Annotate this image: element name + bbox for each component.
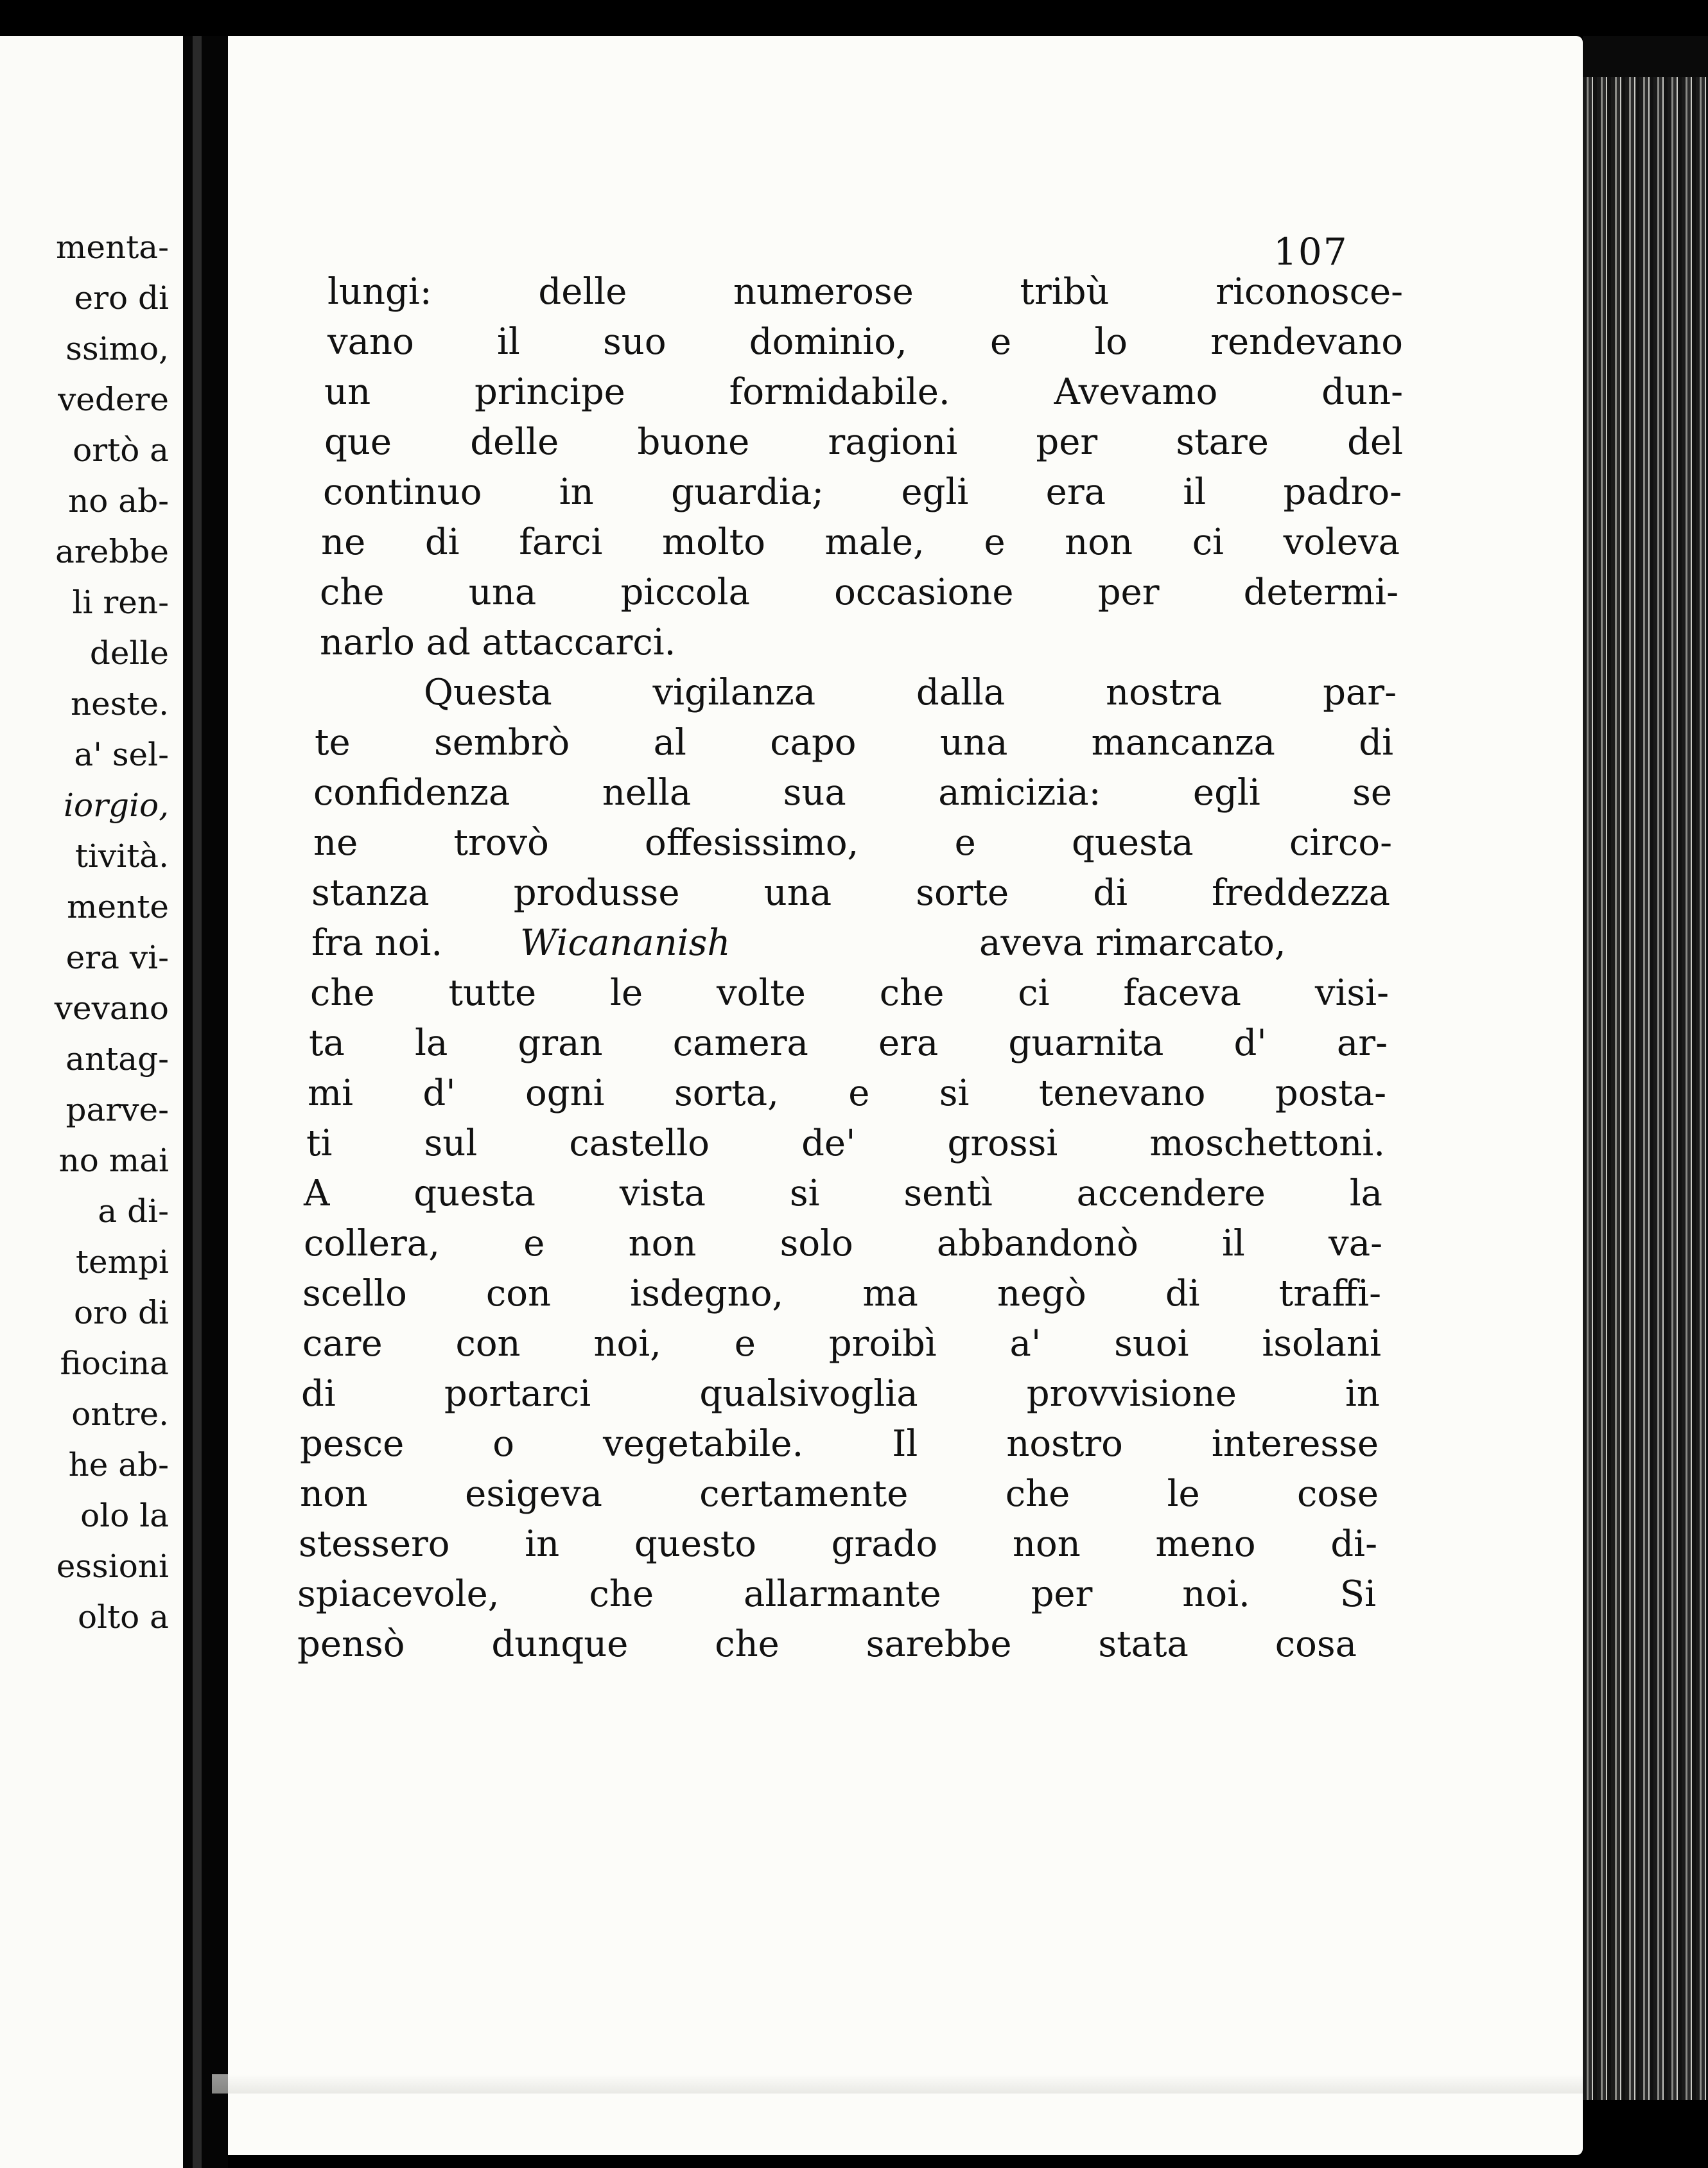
left-page-line: vevano [54,990,169,1027]
text-line: pesce o vegetabile. Il nostro interesse [300,1423,1379,1465]
left-page-line: olo la [80,1497,169,1534]
text-line: fra noi. [311,922,443,964]
text-line: ta la gran camera era guarnita d' ar- [309,1022,1388,1064]
text-line: non esigeva certamente che le cose [300,1473,1379,1515]
left-page-line: oro di [74,1294,169,1331]
page-fore-edge [1583,77,1708,2100]
text-line: un principe formidabile. Avevamo dun- [324,371,1403,413]
page-number: 107 [1273,230,1348,274]
text-line: continuo in guardia; egli era il padro- [323,471,1402,513]
left-page-fragment [0,36,183,2168]
text-line: aveva rimarcato, [979,922,1286,964]
text-line: mi d' ogni sorta, e si tenevano posta- [308,1072,1386,1114]
text-line: che una piccola occasione per determi- [320,572,1399,613]
text-line: ne di farci molto male, e non ci voleva [321,521,1400,563]
left-page-line: ssimo, [65,330,169,367]
text-line: stessero in questo grado non meno di- [299,1523,1377,1565]
left-page-line: ortò a [73,432,169,469]
left-page-line: iorgio, [64,787,169,824]
left-page-line: li ren- [72,584,169,621]
text-line: di portarci qualsivoglia provvisione in [301,1373,1380,1415]
left-page-line: antag- [65,1040,169,1078]
left-page-line: olto a [78,1598,169,1636]
left-page-line: ontre. [71,1395,169,1433]
text-line: spiacevole, che allarmante per noi. Si [297,1573,1376,1615]
text-line: stanza produsse una sorte di freddezza [311,872,1390,914]
text-line: ne trovò offesissimo, e questa circo- [313,822,1392,864]
fore-edge-top [1583,36,1708,81]
text-line: narlo ad attaccarci. [320,622,676,663]
text-line: A questa vista si sentì accendere la [304,1173,1382,1214]
left-page-line: a di- [98,1193,169,1230]
text-line: pensò dunque che sarebbe stata cosa [297,1623,1357,1665]
left-page-line: no mai [58,1142,169,1179]
left-page-line: neste. [70,685,169,722]
text-line: vano il suo dominio, e lo rendevano [327,321,1403,363]
left-page-line: fiocina [60,1345,169,1382]
left-page-line: arebbe [55,533,169,570]
main-page [228,36,1583,2155]
left-page-line: parve- [65,1091,169,1128]
left-page-line: no ab- [68,482,169,520]
italic-name: Wicananish [520,922,731,964]
left-page-line: menta- [55,229,169,266]
text-line: scello con isdegno, ma negò di traffi- [302,1273,1381,1315]
left-page-line: vedere [58,381,169,418]
left-page-line: tività. [74,837,169,875]
left-page-line: tempi [75,1243,169,1281]
gutter-highlight [193,36,202,2168]
text-line: ti sul castello de' grossi moschettoni. [306,1123,1385,1164]
left-page-line: era vi- [65,939,169,976]
left-page-line: ero di [74,279,169,317]
left-page-line: delle [89,634,169,672]
paragraph-first-line: Questa vigilanza dalla nostra par- [424,672,1397,713]
text-line: que delle buone ragioni per stare del [324,421,1403,463]
text-line: che tutte le volte che ci faceva visi- [310,972,1389,1014]
text-line: care con noi, e proibì a' suoi isolani [302,1323,1381,1365]
book-gutter [183,36,228,2168]
left-page-line: a' sel- [74,736,169,773]
text-line: te sembrò al capo una mancanza di [315,722,1393,764]
text-line: collera, e non solo abbandonò il va- [304,1223,1382,1264]
left-page-line: essioni [56,1548,169,1585]
text-line: lungi: delle numerose tribù riconosce- [327,271,1403,313]
left-page-line: mente [67,888,169,925]
page-bottom-shadow [212,2074,1592,2094]
left-page-line: he ab- [68,1446,169,1483]
text-line: confidenza nella sua amicizia: egli se [313,772,1392,814]
